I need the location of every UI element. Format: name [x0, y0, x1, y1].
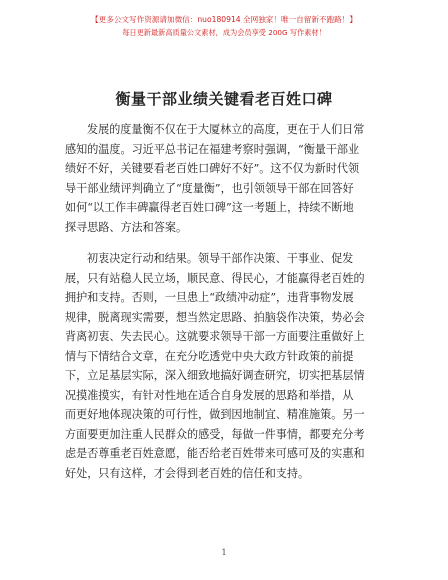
text-line: 拥护和支持。否则，一旦患上“政绩冲动症”，违背事物发展 — [65, 291, 354, 304]
text-line: 展，只有站稳人民立场，顺民意、得民心，才能赢得老百姓的 — [65, 271, 365, 285]
text-line: 情与下情结合文章，在充分吃透党中央大政方针政策的前提 — [65, 349, 354, 363]
promo-banner — [0, 14, 448, 39]
text-line: 绩好不好，关键要看老百姓口碑好不好”。这不仅为新时代领 — [65, 162, 360, 175]
document-body — [65, 120, 383, 495]
text-line: 好处，只有这样，才会得到老百姓的信任和支持。 — [65, 466, 310, 480]
paragraph-1 — [65, 120, 383, 237]
text-line: 虑是否尊重老百姓意愿，能否给老百姓带来可感可及的实惠和 — [65, 447, 365, 460]
text-line: 方面要更加注重人民群众的感受，每做一件事情，都要充分考 — [65, 427, 365, 441]
text-line: 发展的度量衡不仅在于大厦林立的高度，更在于人们日常 — [87, 123, 365, 136]
text-line: 背离初衷、失去民心。这就要求领导干部一方面要注重做好上 — [65, 330, 365, 343]
text-line: 导干部业绩评判确立了“度量衡”，也引领领导干部在回答好 — [65, 181, 354, 195]
promo-banner-line-1: 【更多公文写作资源请加微信：nuo180914 全网独家！唯一自留新不跑路！】 — [91, 15, 357, 24]
paragraph-2 — [65, 249, 383, 483]
text-line: 感知的温度。习近平总书记在福建考察时强调，“衡量干部业 — [65, 142, 360, 156]
text-line: 况摸准摸实，有针对性地在适合自身发展的思路和举措，从 — [65, 388, 354, 402]
promo-banner-line-2: 每日更新最新高质量公文素材，成为会员享受 200G 写作素材！ — [122, 28, 326, 37]
text-line: 初衷决定行动和结果。领导干部作决策、干事业、促发 — [87, 252, 354, 265]
text-line: 而更好地体现决策的可行性，做到因地制宜、精准施策。另一 — [65, 408, 365, 421]
page-number: 1 — [221, 548, 227, 557]
text-line: 规律，脱离现实需要，想当然定思路、拍脑袋作决策，势必会 — [65, 310, 365, 324]
text-line: 如何“以工作丰碑赢得老百姓口碑”这一考题上，持续不断地 — [65, 201, 354, 214]
text-line: 探寻思路、方法和答案。 — [65, 220, 188, 234]
document-title: 衡量干部业绩关键看老百姓口碑 — [115, 90, 333, 108]
text-line: 下，立足基层实际，深入细致地搞好调查研究，切实把基层情 — [65, 369, 365, 382]
